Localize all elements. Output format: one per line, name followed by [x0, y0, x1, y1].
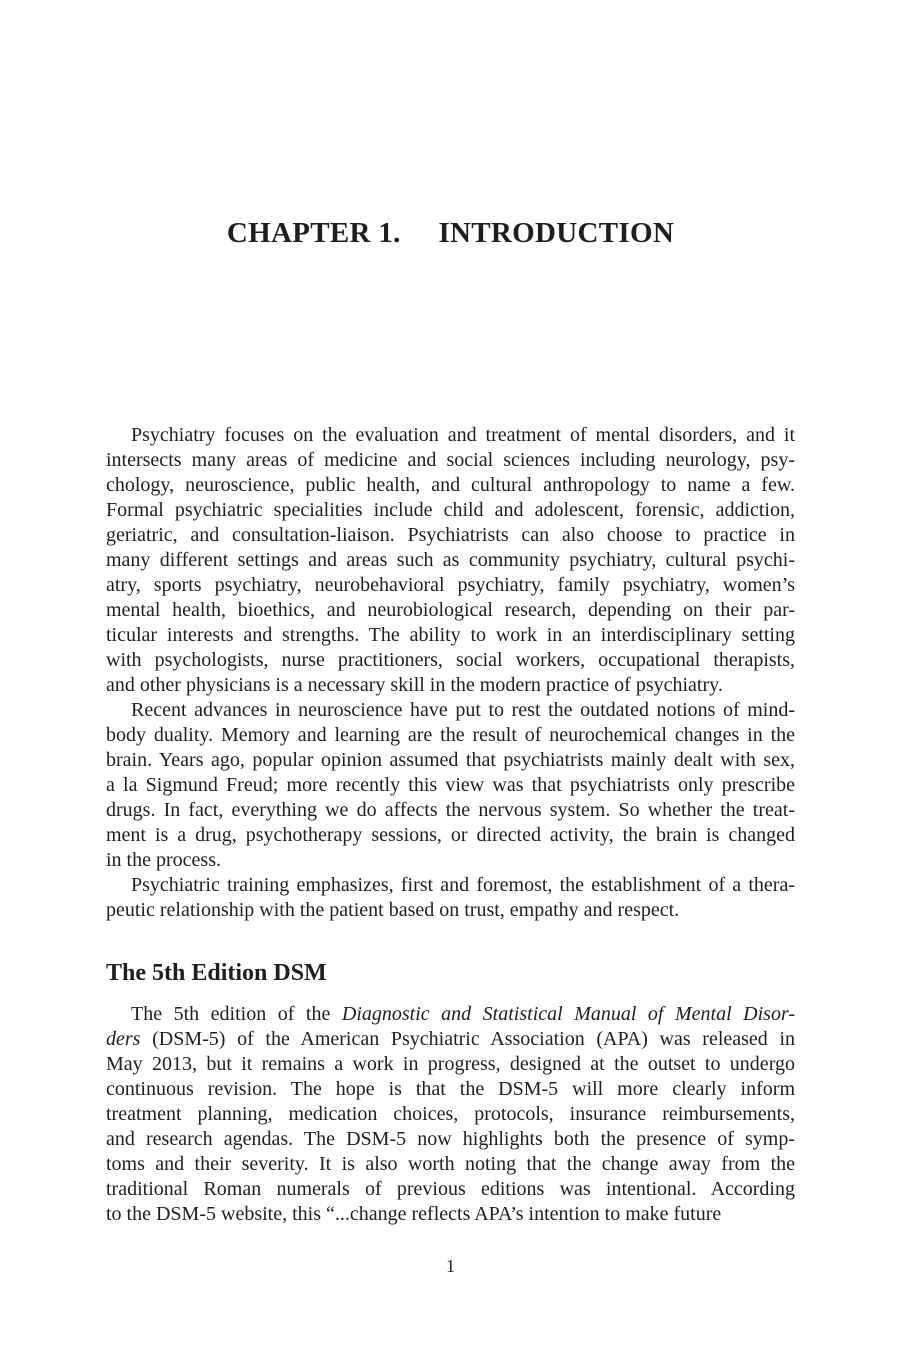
text-line: traditional Roman numerals of previous editions was intentional. According — [106, 1178, 795, 1200]
text-line: treatment planning, medication choices, protocols, insurance reimbursements, — [106, 1103, 795, 1125]
text-line: and other physicians is a necessary skill in the modern practice of psychiatry. — [106, 674, 723, 696]
text-line: to the DSM-5 website, this “...change reflects APA’s intention to make future — [106, 1203, 722, 1225]
text-line: The 5th edition of the Diagnostic and Statistical Manual of Mental Disor- — [131, 1003, 795, 1025]
text-line: intersects many areas of medicine and social sciences including neurology, psy- — [106, 449, 795, 471]
text-line: peutic relationship with the patient based on trust, empathy and respect. — [106, 899, 680, 921]
section-heading-dsm: The 5th Edition DSM — [106, 960, 327, 986]
text-line: body duality. Memory and learning are the result of neurochemical changes in the — [106, 724, 795, 746]
text-line: with psychologists, nurse practitioners, social workers, occupational therapists, — [106, 649, 795, 671]
text-line: Formal psychiatric specialities include child and adolescent, forensic, addiction, — [106, 499, 795, 521]
text-line: drugs. In fact, everything we do affects the nervous system. So whether the treat- — [106, 799, 795, 821]
paragraph-dsm5 — [106, 1002, 795, 1227]
text-line: many different settings and areas such as community psychiatry, cultural psychi- — [106, 549, 795, 571]
text-line: mental health, bioethics, and neurobiological research, depending on their par- — [106, 599, 795, 621]
text-line: Psychiatric training emphasizes, first and foremost, the establishment of a thera- — [131, 874, 795, 896]
text-line: ticular interests and strengths. The ability to work in an interdisciplinary setting — [106, 624, 795, 646]
page-number: 1 — [446, 1256, 455, 1276]
text-line: in the process. — [106, 849, 221, 871]
text-block — [106, 423, 795, 1227]
text-line: chology, neuroscience, public health, and cultural anthropology to name a few. — [106, 474, 795, 496]
text-line: toms and their severity. It is also worth noting that the change away from the — [106, 1153, 795, 1175]
text-line: Recent advances in neuroscience have put to rest the outdated notions of mind- — [131, 699, 795, 721]
text-line: atry, sports psychiatry, neurobehavioral psychiatry, family psychiatry, women’s — [106, 574, 795, 596]
text-line: geriatric, and consultation-liaison. Psychiatrists can also choose to practice in — [106, 524, 795, 546]
chapter-title: CHAPTER 1. INTRODUCTION — [226, 217, 675, 249]
text-line: and research agendas. The DSM-5 now highlights both the presence of symp- — [106, 1128, 795, 1150]
text-line: a la Sigmund Freud; more recently this view was that psychiatrists only prescribe — [106, 774, 795, 796]
text-line: ment is a drug, psychotherapy sessions, or directed activity, the brain is changed — [106, 824, 795, 846]
paragraph-overview — [106, 423, 795, 698]
text-line: Psychiatry focuses on the evaluation and treatment of mental disorders, and it — [131, 424, 795, 446]
text-line: ders (DSM-5) of the American Psychiatric Association (APA) was released in — [106, 1028, 795, 1050]
text-line: May 2013, but it remains a work in progress, designed at the outset to undergo — [106, 1053, 795, 1075]
text-line: brain. Years ago, popular opinion assumed that psychiatrists mainly dealt with sex, — [106, 749, 795, 771]
paragraph-training — [106, 873, 795, 923]
paragraph-neuroscience — [106, 698, 795, 873]
text-line: continuous revision. The hope is that the DSM-5 will more clearly inform — [106, 1078, 795, 1100]
